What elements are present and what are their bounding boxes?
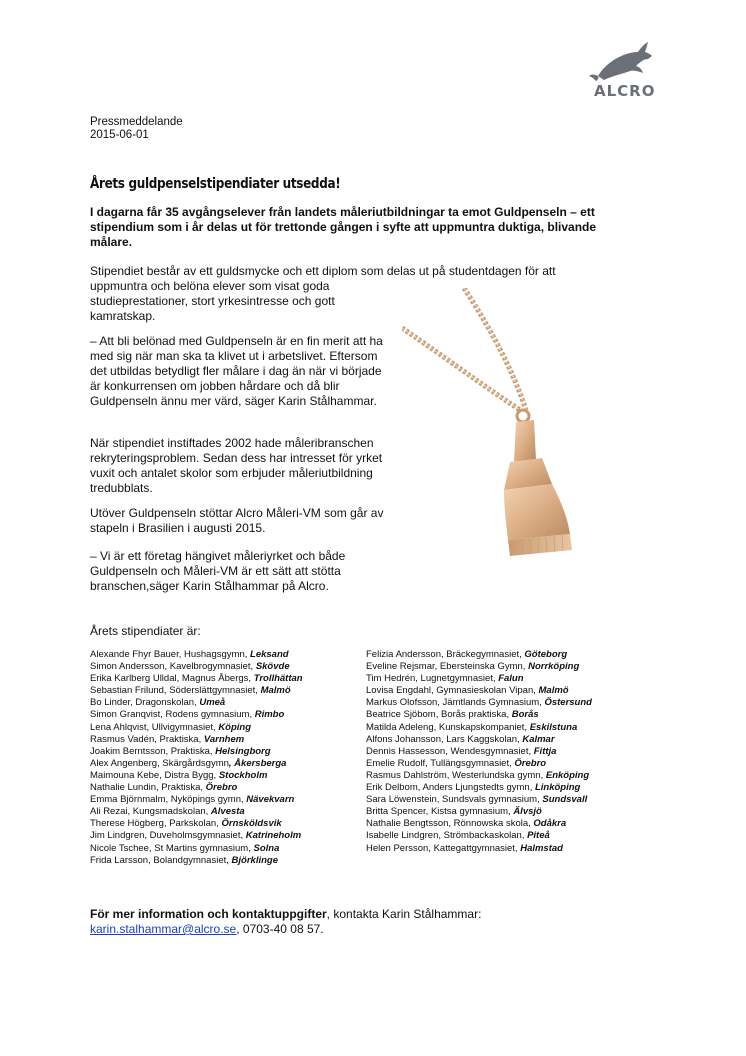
- winner-city: Köping: [218, 721, 252, 733]
- document-type: Pressmeddelande: [90, 116, 183, 128]
- winner-row: [366, 722, 656, 734]
- winner-row: [366, 830, 656, 842]
- winner-city: Odåkra: [533, 818, 567, 830]
- body-paragraph-3: När stipendiet instiftades 2002 hade måleribranschen rekryteringsproblem. Sedan dess har intresset för yrket vuxit och antalet skolor som erbjuder måleriutbildning tredubblats.: [90, 436, 383, 495]
- winner-city: Halmstad: [520, 842, 563, 854]
- winner-name-school: Isabelle Lindgren, Strömbackaskolan,: [366, 830, 528, 842]
- winner-row: [366, 709, 656, 721]
- winner-row: [90, 673, 360, 685]
- body-paragraph-1-line1: Stipendiet består av ett guldsmycke och ett diplom som delas ut på studentdagen för att: [90, 264, 556, 278]
- winner-city: Malmö: [260, 685, 291, 697]
- contact-text: , kontakta Karin Stålhammar:: [326, 907, 482, 921]
- winner-row: [90, 843, 360, 855]
- contact-email-link[interactable]: karin.stalhammar@alcro.se: [90, 922, 237, 936]
- winner-row: [90, 734, 360, 746]
- winner-name-school: Emelie Rudolf, Tullängsgymnasiet,: [366, 757, 515, 769]
- winner-name-school: Erika Karlberg Ulldal, Magnus Åbergs,: [90, 673, 254, 685]
- winner-name-school: Sebastian Frilund, Söderslättgymnasiet,: [90, 685, 261, 697]
- winner-name-school: Lena Ahlqvist, Ullvigymnasiet,: [90, 721, 219, 733]
- winner-row: [90, 746, 360, 758]
- winner-city: Katrineholm: [245, 830, 302, 842]
- winner-row: [366, 818, 656, 830]
- winner-row: [366, 770, 656, 782]
- winner-city: Borås: [511, 709, 539, 721]
- winner-name-school: Bo Linder, Dragonskolan,: [90, 697, 200, 709]
- winner-row: [90, 649, 360, 661]
- winner-row: [366, 649, 656, 661]
- brand-name: ALCRO: [594, 82, 656, 100]
- body-paragraph-1: uppmuntra och belöna elever som visat goda studieprestationer, stort yrkesintresse och gott kamratskap.: [90, 279, 335, 323]
- winner-city: Göteborg: [524, 649, 568, 660]
- winner-city: Skövde: [255, 661, 290, 673]
- lead-paragraph: I dagarna får 35 avgångselever från landets måleriutbildningar ta emot Guldpenseln – ett stipendium som i år delas ut för trettonde gången i syfte att uppmuntra duktiga, blivande målare.: [90, 205, 597, 249]
- winners-list-right: [366, 649, 656, 855]
- winner-name-school: Dennis Hassesson, Wendesgymnasiet,: [366, 745, 534, 757]
- winner-row: [366, 685, 656, 697]
- winner-row: [90, 818, 360, 830]
- winner-row: [366, 673, 656, 685]
- winner-name-school: Erik Delbom, Anders Ljungstedts gymn,: [366, 782, 535, 794]
- winner-city: Falun: [498, 673, 524, 685]
- winner-row: [90, 661, 360, 673]
- winner-row: [366, 697, 656, 709]
- winner-name-school: Alex Angenberg, Skärgårdsgymn: [90, 757, 229, 769]
- winner-city: Örebro: [514, 757, 547, 769]
- winner-name-school: Therese Högberg, Parkskolan,: [90, 818, 222, 830]
- winner-city: Örnsköldsvik: [221, 818, 282, 830]
- winner-name-school: Joakim Berntsson, Praktiska,: [90, 745, 216, 757]
- winner-name-school: Sara Löwenstein, Sundsvals gymnasium,: [366, 794, 543, 806]
- winner-city: Fittja: [533, 745, 557, 757]
- winner-city: Björklinge: [231, 854, 278, 866]
- winner-city: Malmö: [538, 685, 569, 697]
- body-paragraph-4: Utöver Guldpenseln stöttar Alcro Måleri-VM som går av stapeln i Brasilien i augusti 2015.: [90, 506, 384, 535]
- body-paragraph-5: – Vi är ett företag hängivet måleriyrket och både Guldpenseln och Måleri-VM är ett sätt att stötta branschen,säger Karin Stålhammar på Alcro.: [90, 549, 346, 593]
- winner-name-school: Britta Spencer, Kistsa gymnasium,: [366, 806, 514, 818]
- winner-city: Stockholm: [218, 769, 268, 781]
- winner-city: Varnhem: [203, 733, 245, 745]
- winner-city: Östersund: [544, 697, 592, 709]
- winner-name-school: Lovisa Engdahl, Gymnasieskolan Vipan,: [366, 685, 539, 697]
- contact-block: [90, 907, 481, 937]
- body-paragraph-2: – Att bli belönad med Guldpenseln är en fin merit att ha med sig när man ska ta klivet ut i arbetslivet. Eftersom det utbildas betydligt fler målare i dag än när vi började är konkurrensen om jobben hårdare och då blir Guldpenseln ännu mer värd, säger Karin Stålhammar.: [90, 334, 383, 408]
- winner-row: [366, 758, 656, 770]
- winner-city: Umeå: [199, 697, 226, 709]
- dolphin-icon: [586, 40, 666, 84]
- winner-name-school: Simon Granqvist, Rodens gymnasium,: [90, 709, 255, 721]
- gold-brush-pendant-image: [402, 288, 612, 578]
- winner-name-school: Markus Olofsson, Jämtlands Gymnasium,: [366, 697, 545, 709]
- winner-city: Norrköping: [528, 661, 580, 673]
- winner-row: [366, 782, 656, 794]
- winner-name-school: Alexande Fhyr Bauer, Hushagsgymn,: [90, 649, 251, 660]
- winner-name-school: Nicole Tschee, St Martins gymnasium,: [90, 842, 254, 854]
- winner-row: [90, 806, 360, 818]
- winner-name-school: Beatrice Sjöbom, Borås praktiska,: [366, 709, 512, 721]
- winner-row: [90, 794, 360, 806]
- winner-name-school: Matilda Adeleng, Kunskapskompaniet,: [366, 721, 530, 733]
- winner-name-school: Felizia Andersson, Bräckegymnasiet,: [366, 649, 525, 660]
- winner-city: Alvesta: [210, 806, 245, 818]
- winner-name-school: Alfons Johansson, Lars Kaggskolan,: [366, 733, 523, 745]
- winner-name-school: Simon Andersson, Kavelbrogymnasiet,: [90, 661, 256, 673]
- document-date: 2015-06-01: [90, 129, 149, 141]
- winner-name-school: Rasmus Vadén, Praktiska,: [90, 733, 204, 745]
- press-meta: [90, 116, 183, 142]
- winner-row: [366, 843, 656, 855]
- winner-city: Rimbo: [254, 709, 285, 721]
- winner-row: [90, 770, 360, 782]
- winner-city: Solna: [253, 842, 280, 854]
- winner-name-school: Rasmus Dahlström, Westerlundska gymn,: [366, 769, 546, 781]
- winner-row: [366, 746, 656, 758]
- winner-city: Nävekvarn: [246, 794, 295, 806]
- winner-name-school: Jim Lindgren, Duveholmsgymnasiet,: [90, 830, 246, 842]
- winner-name-school: Emma Björnmalm, Nyköpings gymn,: [90, 794, 247, 806]
- winner-city: Helsingborg: [215, 745, 271, 757]
- winner-row: [90, 709, 360, 721]
- contact-phone: , 0703-40 08 57.: [236, 922, 324, 936]
- winner-row: [366, 661, 656, 673]
- winner-row: [90, 782, 360, 794]
- winner-name-school: Nathalie Lundin, Praktiska,: [90, 782, 206, 794]
- winner-city: Piteå: [527, 830, 550, 842]
- winner-row: [366, 794, 656, 806]
- contact-heading: För mer information och kontaktuppgifter: [90, 907, 327, 921]
- winners-list-left: [90, 649, 360, 867]
- winner-name-school: Tim Hedrén, Lugnetgymnasiet,: [366, 673, 499, 685]
- winner-name-school: Eveline Rejsmar, Ebersteinska Gymn,: [366, 661, 529, 673]
- winner-name-school: Maimouna Kebe, Distra Bygg,: [90, 769, 219, 781]
- winner-row: [90, 830, 360, 842]
- winner-city: Eskilstuna: [529, 721, 578, 733]
- winners-label: Årets stipendiater är:: [90, 624, 201, 638]
- winner-row: [90, 685, 360, 697]
- winner-row: [366, 806, 656, 818]
- winner-name-school: Nathalie Bengtsson, Rönnowska skola,: [366, 818, 534, 830]
- winner-row: [366, 734, 656, 746]
- winner-city: Älvsjö: [513, 806, 542, 818]
- alcro-logo: [586, 40, 666, 102]
- winner-row: [90, 855, 360, 867]
- winner-city: Leksand: [250, 649, 289, 660]
- winner-name-school: Helen Persson, Kattegattgymnasiet,: [366, 842, 521, 854]
- winner-name-school: Frida Larsson, Bolandgymnasiet,: [90, 854, 232, 866]
- winner-city: , Åkersberga: [228, 757, 287, 769]
- winner-row: [90, 758, 360, 770]
- winner-row: [90, 697, 360, 709]
- winner-row: [90, 722, 360, 734]
- winner-city: Sundsvall: [542, 794, 588, 806]
- winner-city: Örebro: [205, 782, 238, 794]
- winner-city: Linköping: [534, 782, 581, 794]
- winner-city: Kalmar: [522, 733, 555, 745]
- winner-name-school: Ali Rezai, Kungsmadskolan,: [90, 806, 211, 818]
- winner-city: Trollhättan: [253, 673, 303, 685]
- winner-city: Enköping: [545, 769, 590, 781]
- headline: Årets guldpenselstipendiater utsedda!: [90, 176, 341, 192]
